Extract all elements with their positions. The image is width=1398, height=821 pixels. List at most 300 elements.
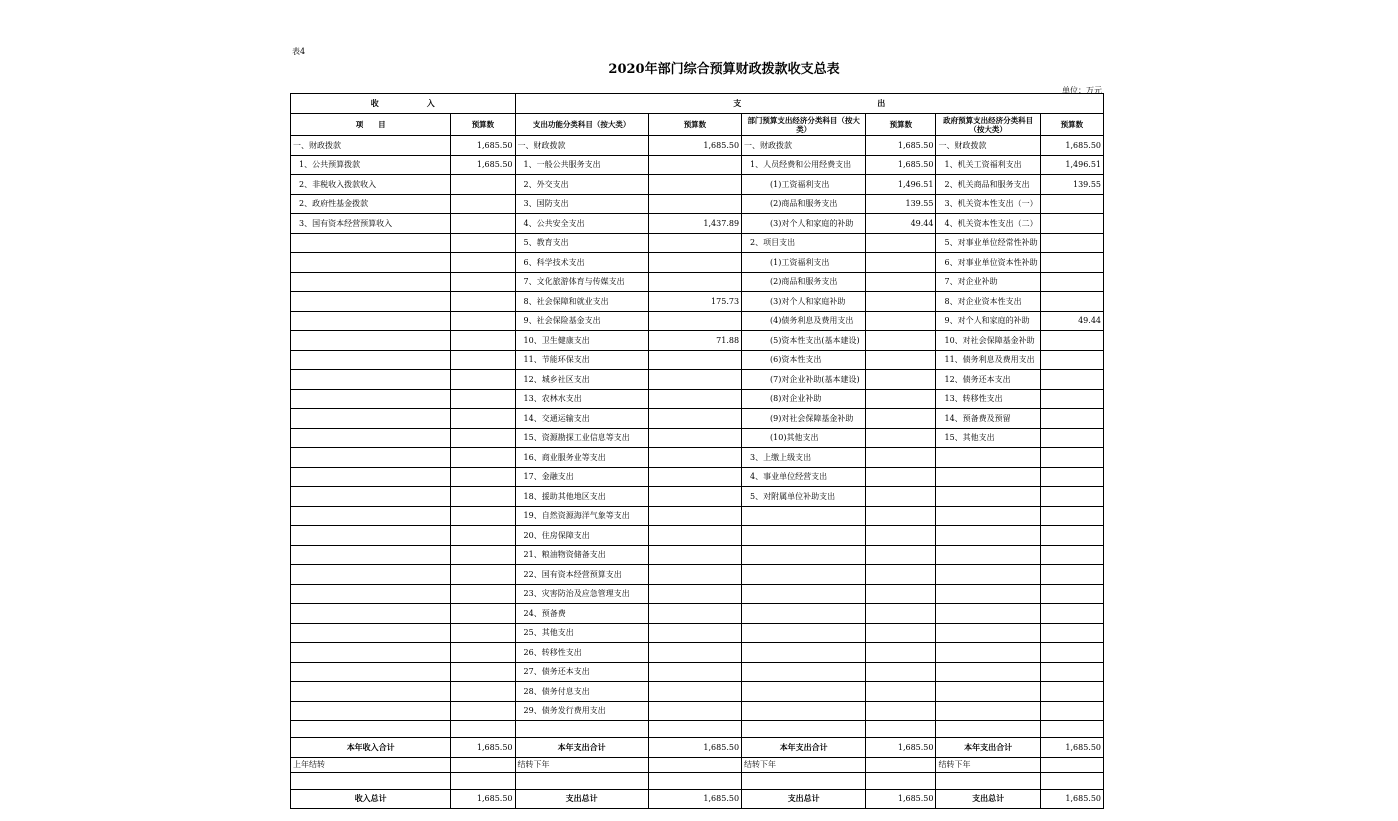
- income-item: [291, 292, 451, 312]
- func-value: [648, 701, 741, 721]
- gov-econ-value: [1040, 565, 1103, 585]
- func-item: 1、一般公共服务支出: [515, 155, 648, 175]
- gov-econ-item: 13、转移性支出: [936, 389, 1040, 409]
- income-item: 2、政府性基金拨款: [291, 194, 451, 214]
- gov-econ-item: 5、对事业单位经常性补助: [936, 233, 1040, 253]
- dept-econ-value: [866, 643, 936, 663]
- dept-econ-item: [742, 565, 866, 585]
- gov-econ-value: 1,685.50: [1040, 136, 1103, 156]
- func-item: 一、财政拨款: [515, 136, 648, 156]
- gov-econ-value: [1040, 233, 1103, 253]
- dept-econ-value: [866, 253, 936, 273]
- dept-econ-item: (8)对企业补助: [742, 389, 866, 409]
- func-item: 22、国有资本经营预算支出: [515, 565, 648, 585]
- table-row: [291, 350, 1104, 370]
- dept-econ-item: 4、事业单位经营支出: [742, 467, 866, 487]
- income-item: [291, 272, 451, 292]
- income-item: [291, 545, 451, 565]
- table-row: [291, 565, 1104, 585]
- empty-cell: [866, 721, 936, 738]
- func-item: 28、债务付息支出: [515, 682, 648, 702]
- table-row: [291, 409, 1104, 429]
- income-item: 1、公共预算拨款: [291, 155, 451, 175]
- func-value: [648, 584, 741, 604]
- income-value: [451, 428, 515, 448]
- func-item: 7、文化旅游体育与传媒支出: [515, 272, 648, 292]
- budget-header: 预算数: [451, 114, 515, 136]
- func-item: 6、科学技术支出: [515, 253, 648, 273]
- dept-econ-item: (2)商品和服务支出: [742, 272, 866, 292]
- income-value: [451, 643, 515, 663]
- table-row: [291, 662, 1104, 682]
- dept-econ-value: [866, 311, 936, 331]
- budget-table: [290, 93, 1104, 809]
- gov-econ-value: [1040, 194, 1103, 214]
- func-value: [648, 623, 741, 643]
- func-item: 20、住房保障支出: [515, 526, 648, 546]
- func-value: [648, 428, 741, 448]
- gov-econ-value: 1,496.51: [1040, 155, 1103, 175]
- gov-econ-item: 8、对企业资本性支出: [936, 292, 1040, 312]
- gov-econ-value: [1040, 682, 1103, 702]
- dept-econ-item: 3、上缴上级支出: [742, 448, 866, 468]
- dept-econ-value: [866, 623, 936, 643]
- gov-econ-item: 15、其他支出: [936, 428, 1040, 448]
- table-row: [291, 389, 1104, 409]
- dept-econ-item: (4)债务利息及费用支出: [742, 311, 866, 331]
- income-item: [291, 311, 451, 331]
- gov-econ-item: 12、债务还本支出: [936, 370, 1040, 390]
- income-item: [291, 604, 451, 624]
- func-class-header: 支出功能分类科目（按大类）: [515, 114, 648, 136]
- table-row: [291, 136, 1104, 156]
- grand-expense-label: 支出总计: [936, 789, 1040, 809]
- prev-year-carry-value: [451, 757, 515, 772]
- table-row: [291, 311, 1104, 331]
- dept-econ-item: (9)对社会保障基金补助: [742, 409, 866, 429]
- func-value: [648, 311, 741, 331]
- unit-label: 单位：万元: [1062, 86, 1102, 95]
- income-item: [291, 233, 451, 253]
- empty-cell: [451, 721, 515, 738]
- dept-econ-value: [866, 350, 936, 370]
- empty-cell: [742, 772, 866, 789]
- gov-econ-item: [936, 545, 1040, 565]
- income-value: 1,685.50: [451, 155, 515, 175]
- gov-econ-item: [936, 682, 1040, 702]
- income-value: [451, 545, 515, 565]
- income-value: 1,685.50: [451, 136, 515, 156]
- func-value: [648, 487, 741, 507]
- dept-econ-item: 1、人员经费和公用经费支出: [742, 155, 866, 175]
- gov-econ-item: 3、机关资本性支出（一）: [936, 194, 1040, 214]
- func-value: [648, 233, 741, 253]
- table-row: [291, 214, 1104, 234]
- gov-econ-value: [1040, 623, 1103, 643]
- func-value: [648, 467, 741, 487]
- income-value: [451, 214, 515, 234]
- income-item: [291, 448, 451, 468]
- empty-cell: [866, 772, 936, 789]
- func-item: 29、债务发行费用支出: [515, 701, 648, 721]
- gov-econ-value: [1040, 467, 1103, 487]
- func-value: [648, 662, 741, 682]
- gov-econ-value: [1040, 701, 1103, 721]
- next-year-carry-value: [1040, 757, 1103, 772]
- income-item: [291, 565, 451, 585]
- spacer-row: [291, 721, 1104, 738]
- func-value: [648, 272, 741, 292]
- income-value: [451, 194, 515, 214]
- dept-econ-item: [742, 604, 866, 624]
- gov-econ-value: [1040, 409, 1103, 429]
- func-value: [648, 350, 741, 370]
- dept-econ-value: [866, 331, 936, 351]
- income-item: [291, 506, 451, 526]
- func-item: 5、教育支出: [515, 233, 648, 253]
- func-value: [648, 155, 741, 175]
- func-item: 19、自然资源海洋气象等支出: [515, 506, 648, 526]
- empty-cell: [936, 772, 1040, 789]
- dept-econ-value: [866, 604, 936, 624]
- table-row: [291, 506, 1104, 526]
- gov-econ-value: [1040, 331, 1103, 351]
- gov-econ-item: 10、对社会保障基金补助: [936, 331, 1040, 351]
- income-item: [291, 701, 451, 721]
- next-year-carry-label: 结转下年: [936, 757, 1040, 772]
- next-year-carry-value: [648, 757, 741, 772]
- dept-econ-value: [866, 545, 936, 565]
- grand-expense-value: 1,685.50: [1040, 789, 1103, 809]
- gov-econ-item: [936, 467, 1040, 487]
- income-item: [291, 526, 451, 546]
- dept-econ-value: [866, 409, 936, 429]
- grand-expense-value: 1,685.50: [648, 789, 741, 809]
- income-item: [291, 370, 451, 390]
- func-item: 18、援助其他地区支出: [515, 487, 648, 507]
- income-value: [451, 526, 515, 546]
- table-row: [291, 623, 1104, 643]
- func-value: [648, 565, 741, 585]
- table-row: [291, 175, 1104, 195]
- table-row: [291, 331, 1104, 351]
- dept-econ-item: 5、对附属单位补助支出: [742, 487, 866, 507]
- gov-econ-item: [936, 662, 1040, 682]
- income-item: [291, 389, 451, 409]
- dept-econ-item: (10)其他支出: [742, 428, 866, 448]
- func-item: 10、卫生健康支出: [515, 331, 648, 351]
- func-value: 71.88: [648, 331, 741, 351]
- func-item: 24、预备费: [515, 604, 648, 624]
- func-value: [648, 448, 741, 468]
- func-item: 21、粮油物资储备支出: [515, 545, 648, 565]
- dept-econ-item: (5)资本性支出(基本建设): [742, 331, 866, 351]
- budget-header: 预算数: [1040, 114, 1103, 136]
- income-item: [291, 428, 451, 448]
- table-row: [291, 233, 1104, 253]
- year-expense-label: 本年支出合计: [515, 738, 648, 758]
- gov-econ-value: [1040, 506, 1103, 526]
- func-item: 15、资源勘探工业信息等支出: [515, 428, 648, 448]
- table-row: [291, 526, 1104, 546]
- income-value: [451, 370, 515, 390]
- func-item: 26、转移性支出: [515, 643, 648, 663]
- func-item: 3、国防支出: [515, 194, 648, 214]
- table-row: [291, 253, 1104, 273]
- dept-econ-item: 2、项目支出: [742, 233, 866, 253]
- dept-econ-item: [742, 662, 866, 682]
- func-item: 27、债务还本支出: [515, 662, 648, 682]
- carry-row: [291, 757, 1104, 772]
- income-item: [291, 487, 451, 507]
- empty-cell: [1040, 721, 1103, 738]
- income-item: [291, 682, 451, 702]
- table-row: [291, 584, 1104, 604]
- grand-expense-label: 支出总计: [742, 789, 866, 809]
- gov-econ-item: 一、财政拨款: [936, 136, 1040, 156]
- empty-cell: [648, 721, 741, 738]
- gov-econ-value: [1040, 643, 1103, 663]
- income-item: [291, 643, 451, 663]
- dept-econ-value: [866, 682, 936, 702]
- dept-econ-value: [866, 370, 936, 390]
- income-value: [451, 682, 515, 702]
- table-row: [291, 272, 1104, 292]
- func-value: [648, 604, 741, 624]
- year-expense-label: 本年支出合计: [742, 738, 866, 758]
- table-row: [291, 155, 1104, 175]
- dept-econ-item: (3)对个人和家庭补助: [742, 292, 866, 312]
- dept-econ-value: [866, 701, 936, 721]
- dept-econ-item: (1)工资福利支出: [742, 175, 866, 195]
- income-value: [451, 506, 515, 526]
- dept-econ-value: 1,496.51: [866, 175, 936, 195]
- dept-econ-item: (2)商品和服务支出: [742, 194, 866, 214]
- empty-cell: [291, 721, 451, 738]
- gov-econ-item: [936, 448, 1040, 468]
- func-value: [648, 526, 741, 546]
- gov-econ-value: [1040, 214, 1103, 234]
- func-item: 2、外交支出: [515, 175, 648, 195]
- gov-econ-item: [936, 487, 1040, 507]
- func-item: 17、金融支出: [515, 467, 648, 487]
- dept-econ-value: [866, 448, 936, 468]
- func-item: 11、节能环保支出: [515, 350, 648, 370]
- income-value: [451, 331, 515, 351]
- year-expense-label: 本年支出合计: [936, 738, 1040, 758]
- income-item: 一、财政拨款: [291, 136, 451, 156]
- grand-expense-label: 支出总计: [515, 789, 648, 809]
- gov-econ-value: [1040, 526, 1103, 546]
- gov-econ-value: [1040, 604, 1103, 624]
- grand-total-row: [291, 789, 1104, 809]
- dept-econ-header: 部门预算支出经济分类科目（按大类）: [742, 114, 866, 136]
- income-value: [451, 467, 515, 487]
- income-item: [291, 623, 451, 643]
- gov-econ-item: 1、机关工资福利支出: [936, 155, 1040, 175]
- income-item: [291, 350, 451, 370]
- income-item: 3、国有资本经营预算收入: [291, 214, 451, 234]
- dept-econ-item: [742, 506, 866, 526]
- gov-econ-header: 政府预算支出经济分类科目（按大类）: [936, 114, 1040, 136]
- table-row: [291, 545, 1104, 565]
- gov-econ-item: 11、债务利息及费用支出: [936, 350, 1040, 370]
- func-item: 4、公共安全支出: [515, 214, 648, 234]
- table-row: [291, 604, 1104, 624]
- empty-cell: [936, 721, 1040, 738]
- year-expense-value: 1,685.50: [648, 738, 741, 758]
- table-row: [291, 643, 1104, 663]
- income-value: [451, 604, 515, 624]
- gov-econ-item: [936, 584, 1040, 604]
- header-row-1: [291, 94, 1104, 114]
- spacer-row: [291, 772, 1104, 789]
- page-title: 2020年部门综合预算财政拨款收支总表: [608, 62, 840, 77]
- budget-header: 预算数: [648, 114, 741, 136]
- func-value: [648, 253, 741, 273]
- gov-econ-value: [1040, 350, 1103, 370]
- next-year-carry-label: 结转下年: [742, 757, 866, 772]
- gov-econ-item: [936, 604, 1040, 624]
- income-item: [291, 409, 451, 429]
- gov-econ-value: [1040, 253, 1103, 273]
- dept-econ-value: [866, 662, 936, 682]
- func-item: 23、灾害防治及应急管理支出: [515, 584, 648, 604]
- table-row: [291, 682, 1104, 702]
- dept-econ-item: (3)对个人和家庭的补助: [742, 214, 866, 234]
- income-item: [291, 331, 451, 351]
- gov-econ-value: [1040, 545, 1103, 565]
- func-item: 25、其他支出: [515, 623, 648, 643]
- gov-econ-item: [936, 701, 1040, 721]
- income-item: [291, 584, 451, 604]
- income-value: [451, 311, 515, 331]
- dept-econ-item: 一、财政拨款: [742, 136, 866, 156]
- income-item: [291, 662, 451, 682]
- income-value: [451, 175, 515, 195]
- income-value: [451, 272, 515, 292]
- dept-econ-item: (7)对企业补助(基本建设): [742, 370, 866, 390]
- gov-econ-value: [1040, 389, 1103, 409]
- func-value: [648, 545, 741, 565]
- income-value: [451, 253, 515, 273]
- dept-econ-value: 1,685.50: [866, 155, 936, 175]
- income-value: [451, 565, 515, 585]
- dept-econ-item: (6)资本性支出: [742, 350, 866, 370]
- income-value: [451, 623, 515, 643]
- func-value: [648, 194, 741, 214]
- grand-income-value: 1,685.50: [451, 789, 515, 809]
- year-expense-value: 1,685.50: [1040, 738, 1103, 758]
- func-value: [648, 409, 741, 429]
- income-item: [291, 467, 451, 487]
- dept-econ-item: [742, 623, 866, 643]
- year-expense-value: 1,685.50: [866, 738, 936, 758]
- gov-econ-value: [1040, 272, 1103, 292]
- table-tag: 表4: [292, 47, 306, 56]
- gov-econ-item: [936, 526, 1040, 546]
- dept-econ-item: [742, 643, 866, 663]
- income-value: [451, 389, 515, 409]
- dept-econ-value: 139.55: [866, 194, 936, 214]
- empty-cell: [515, 772, 648, 789]
- func-item: 13、农林水支出: [515, 389, 648, 409]
- table-row: [291, 448, 1104, 468]
- table-row: [291, 701, 1104, 721]
- func-value: [648, 506, 741, 526]
- table-row: [291, 428, 1104, 448]
- gov-econ-value: [1040, 448, 1103, 468]
- dept-econ-item: [742, 526, 866, 546]
- dept-econ-value: [866, 565, 936, 585]
- func-value: [648, 643, 741, 663]
- table-row: [291, 370, 1104, 390]
- empty-cell: [742, 721, 866, 738]
- dept-econ-value: [866, 233, 936, 253]
- gov-econ-item: 14、预备费及预留: [936, 409, 1040, 429]
- table-row: [291, 467, 1104, 487]
- func-value: 1,437.89: [648, 214, 741, 234]
- income-value: [451, 662, 515, 682]
- func-item: 8、社会保障和就业支出: [515, 292, 648, 312]
- table-row: [291, 487, 1104, 507]
- dept-econ-value: [866, 272, 936, 292]
- empty-cell: [1040, 772, 1103, 789]
- gov-econ-item: [936, 643, 1040, 663]
- income-item: 2、非税收入拨款收入: [291, 175, 451, 195]
- table-row: [291, 292, 1104, 312]
- gov-econ-item: 4、机关资本性支出（二）: [936, 214, 1040, 234]
- dept-econ-value: 1,685.50: [866, 136, 936, 156]
- prev-year-carry-label: 上年结转: [291, 757, 451, 772]
- func-item: 9、社会保险基金支出: [515, 311, 648, 331]
- gov-econ-value: [1040, 370, 1103, 390]
- budget-header: 预算数: [866, 114, 936, 136]
- grand-income-label: 收入总计: [291, 789, 451, 809]
- func-item: 16、商业服务业等支出: [515, 448, 648, 468]
- gov-econ-item: 2、机关商品和服务支出: [936, 175, 1040, 195]
- dept-econ-value: [866, 467, 936, 487]
- dept-econ-value: [866, 389, 936, 409]
- income-value: [451, 584, 515, 604]
- dept-econ-item: [742, 701, 866, 721]
- gov-econ-value: [1040, 428, 1103, 448]
- dept-econ-value: [866, 526, 936, 546]
- gov-econ-value: 139.55: [1040, 175, 1103, 195]
- func-value: [648, 389, 741, 409]
- year-income-value: 1,685.50: [451, 738, 515, 758]
- next-year-carry-value: [866, 757, 936, 772]
- dept-econ-value: [866, 487, 936, 507]
- header-row-2: [291, 114, 1104, 136]
- func-value: [648, 175, 741, 195]
- func-value: 1,685.50: [648, 136, 741, 156]
- dept-econ-item: (1)工资福利支出: [742, 253, 866, 273]
- gov-econ-item: 7、对企业补助: [936, 272, 1040, 292]
- year-total-row: [291, 738, 1104, 758]
- next-year-carry-label: 结转下年: [515, 757, 648, 772]
- income-item: [291, 253, 451, 273]
- dept-econ-item: [742, 682, 866, 702]
- grand-expense-value: 1,685.50: [866, 789, 936, 809]
- gov-econ-item: [936, 565, 1040, 585]
- dept-econ-value: 49.44: [866, 214, 936, 234]
- gov-econ-value: [1040, 292, 1103, 312]
- func-value: 175.73: [648, 292, 741, 312]
- income-header: 收 入: [291, 94, 516, 114]
- dept-econ-item: [742, 584, 866, 604]
- gov-econ-item: [936, 623, 1040, 643]
